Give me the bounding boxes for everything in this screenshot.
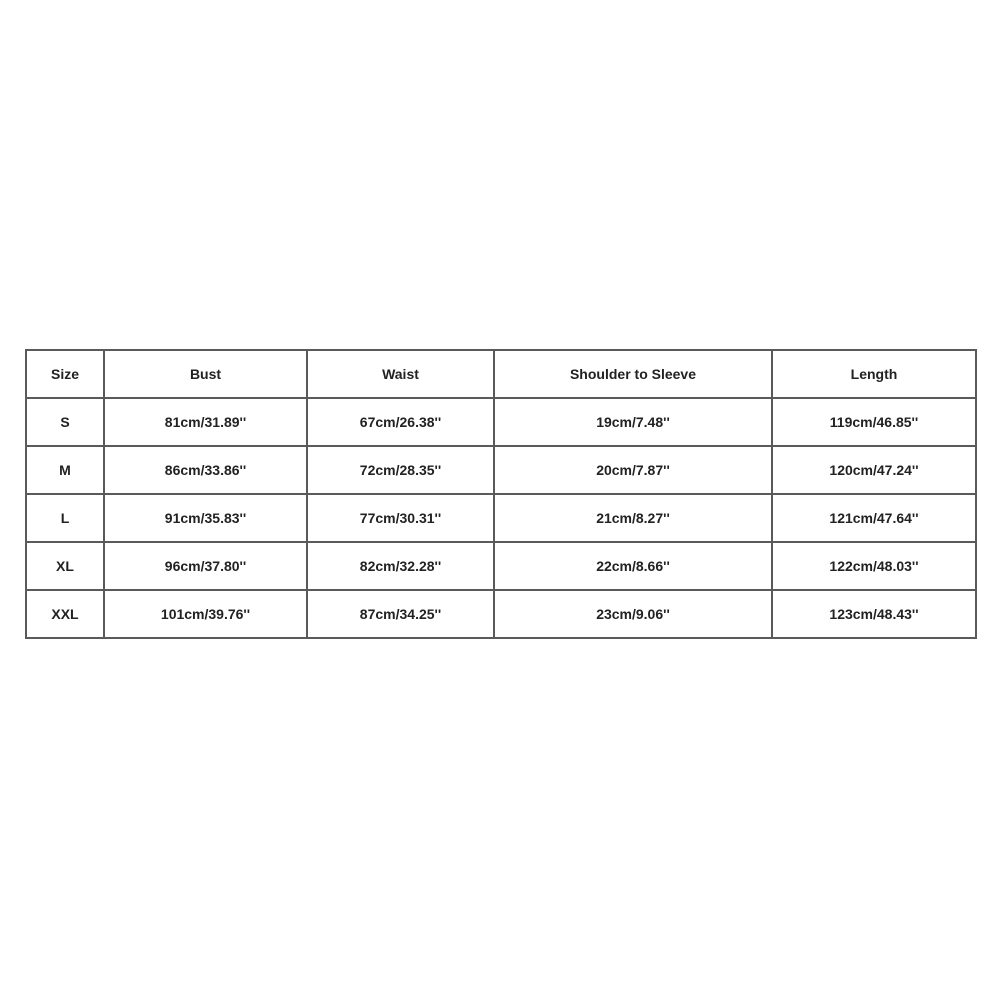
cell-shoulder-to-sleeve: 19cm/7.48'' <box>494 398 772 446</box>
cell-shoulder-to-sleeve: 23cm/9.06'' <box>494 590 772 638</box>
header-shoulder-to-sleeve: Shoulder to Sleeve <box>494 350 772 398</box>
cell-length: 122cm/48.03'' <box>772 542 976 590</box>
cell-waist: 87cm/34.25'' <box>307 590 494 638</box>
cell-size: M <box>26 446 104 494</box>
table-row <box>26 446 976 494</box>
header-length: Length <box>772 350 976 398</box>
cell-bust: 86cm/33.86'' <box>104 446 307 494</box>
table-row <box>26 398 976 446</box>
cell-size: L <box>26 494 104 542</box>
header-waist: Waist <box>307 350 494 398</box>
cell-bust: 96cm/37.80'' <box>104 542 307 590</box>
cell-length: 120cm/47.24'' <box>772 446 976 494</box>
size-chart-table <box>25 349 977 639</box>
cell-waist: 72cm/28.35'' <box>307 446 494 494</box>
table-row <box>26 542 976 590</box>
cell-waist: 82cm/32.28'' <box>307 542 494 590</box>
cell-length: 119cm/46.85'' <box>772 398 976 446</box>
cell-bust: 81cm/31.89'' <box>104 398 307 446</box>
table-row <box>26 494 976 542</box>
header-size: Size <box>26 350 104 398</box>
cell-size: XXL <box>26 590 104 638</box>
cell-length: 121cm/47.64'' <box>772 494 976 542</box>
cell-shoulder-to-sleeve: 22cm/8.66'' <box>494 542 772 590</box>
cell-shoulder-to-sleeve: 20cm/7.87'' <box>494 446 772 494</box>
cell-waist: 67cm/26.38'' <box>307 398 494 446</box>
cell-bust: 101cm/39.76'' <box>104 590 307 638</box>
table-header-row <box>26 350 976 398</box>
cell-size: S <box>26 398 104 446</box>
cell-shoulder-to-sleeve: 21cm/8.27'' <box>494 494 772 542</box>
cell-size: XL <box>26 542 104 590</box>
table-row <box>26 590 976 638</box>
cell-waist: 77cm/30.31'' <box>307 494 494 542</box>
cell-bust: 91cm/35.83'' <box>104 494 307 542</box>
cell-length: 123cm/48.43'' <box>772 590 976 638</box>
header-bust: Bust <box>104 350 307 398</box>
